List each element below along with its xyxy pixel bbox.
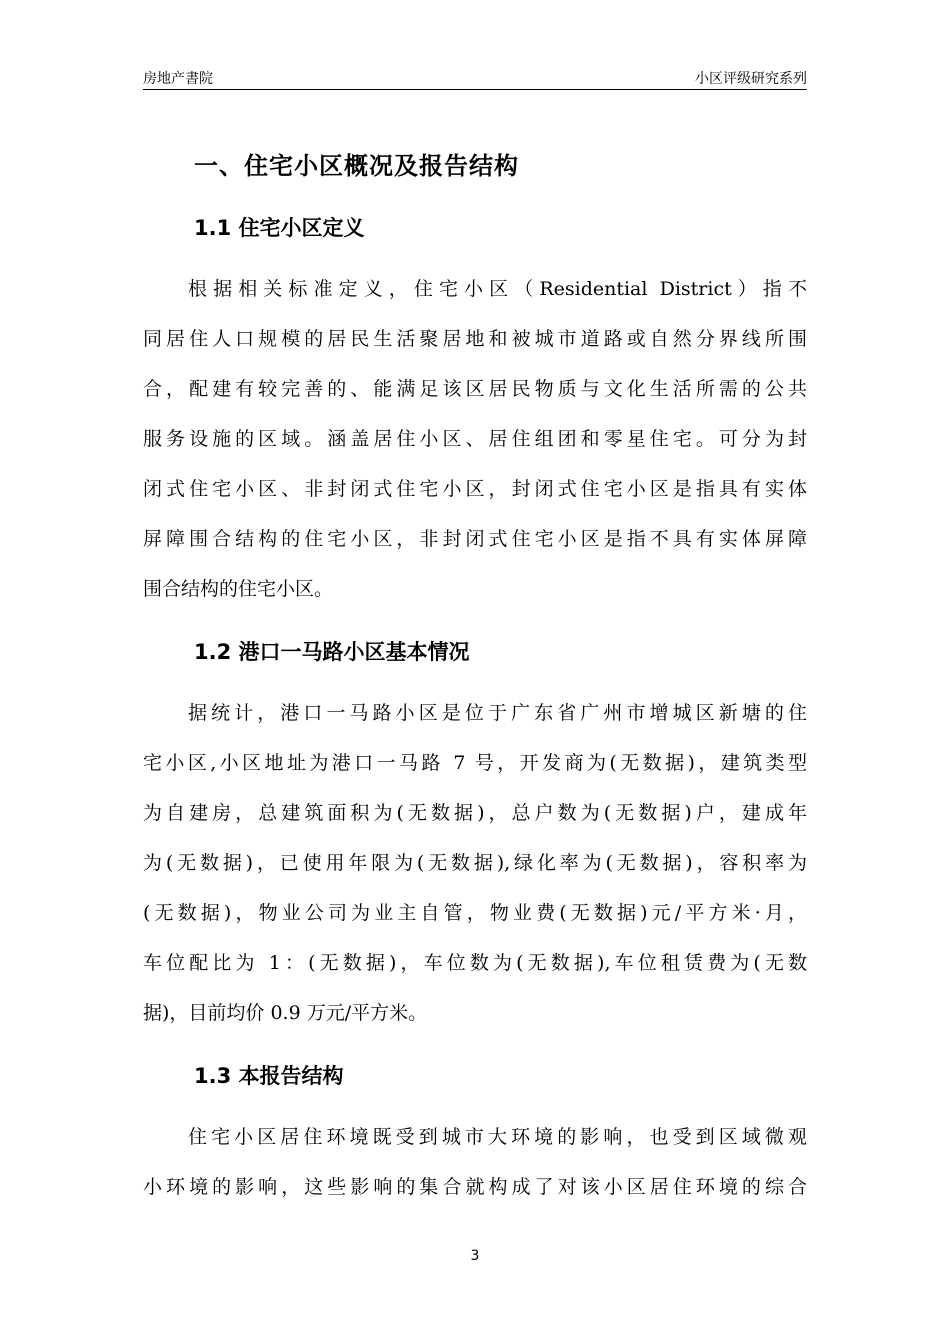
section-title: 一、住宅小区概况及报告结构	[194, 152, 519, 180]
page-header	[143, 64, 807, 90]
paragraph-line: 合，配建有较完善的、能满足该区居民物质与文化生活所需的公共	[143, 378, 807, 400]
paragraph-line: 据统计，港口一马路小区是位于广东省广州市增城区新塘的住	[188, 702, 807, 724]
paragraph-line: 根据相关标准定义，住宅小区（Residential District）指不	[188, 278, 807, 300]
paragraph-line: (无数据)，物业公司为业主自管，物业费(无数据)元/平方米·月，	[143, 902, 807, 924]
page-number: 3	[470, 1248, 480, 1264]
paragraph-line: 据)，目前均价 0.9 万元/平方米。	[143, 1002, 428, 1024]
paragraph-line: 宅小区,小区地址为港口一马路 7 号，开发商为(无数据)，建筑类型	[143, 752, 807, 774]
paragraph-line: 围合结构的住宅小区。	[143, 578, 334, 600]
paragraph-line: 为自建房，总建筑面积为(无数据)，总户数为(无数据)户，建成年	[143, 802, 807, 824]
paragraph-line: 屏障围合结构的住宅小区，非封闭式住宅小区是指不具有实体屏障	[143, 528, 807, 550]
heading-1-2: 1.2 港口一马路小区基本情况	[194, 640, 470, 664]
paragraph-1-1	[143, 264, 807, 614]
paragraph-1-2	[143, 688, 807, 1038]
paragraph-line: 为(无数据)，已使用年限为(无数据),绿化率为(无数据)，容积率为	[143, 852, 807, 874]
heading-1-1: 1.1 住宅小区定义	[194, 216, 365, 240]
paragraph-line: 小环境的影响，这些影响的集合就构成了对该小区居住环境的综合	[143, 1176, 807, 1198]
paragraph-1-3	[143, 1112, 807, 1212]
header-rule	[143, 89, 807, 90]
header-right-text: 小区评级研究系列	[695, 71, 807, 87]
heading-1-3: 1.3 本报告结构	[194, 1064, 344, 1088]
paragraph-line: 闭式住宅小区、非封闭式住宅小区，封闭式住宅小区是指具有实体	[143, 478, 807, 500]
paragraph-line: 车位配比为 1：(无数据)，车位数为(无数据),车位租赁费为(无数	[143, 952, 807, 974]
paragraph-line: 同居住人口规模的居民生活聚居地和被城市道路或自然分界线所围	[143, 328, 807, 350]
paragraph-line: 住宅小区居住环境既受到城市大环境的影响，也受到区域微观	[188, 1126, 807, 1148]
header-left-text: 房地产書院	[143, 71, 213, 87]
paragraph-line: 服务设施的区域。涵盖居住小区、居住组团和零星住宅。可分为封	[143, 428, 807, 450]
